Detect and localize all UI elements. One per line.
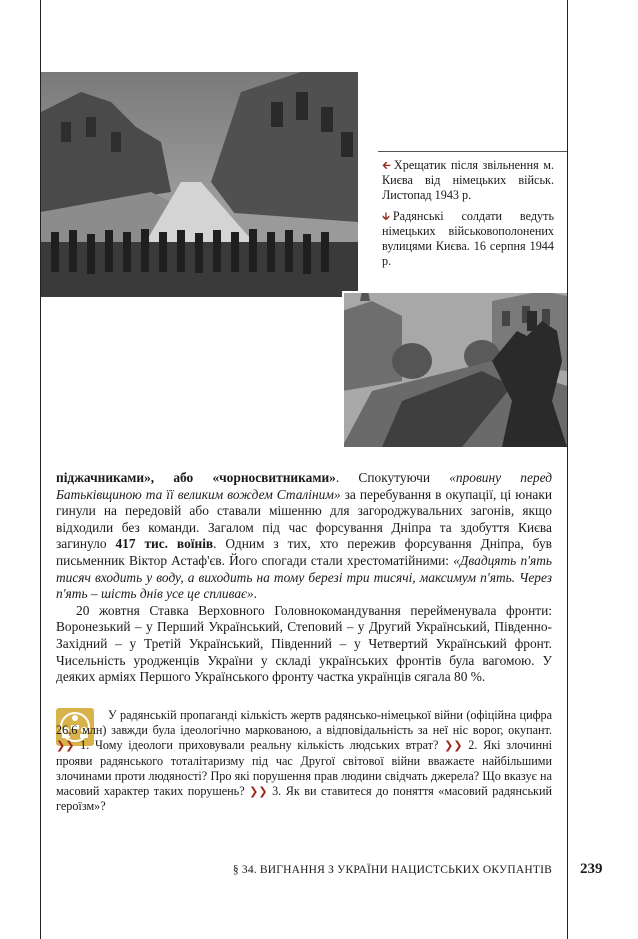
caption-divider: [378, 151, 567, 152]
paragraph-1: піджачниками», або «чорносвитниками». Спокутуючи «провину перед Батьківщиною та її великим вождем Сталіним» за перебування в окупації, ці юнаки гинули на передовій або ставали мішенню для загороджувальних загонів, якщо відходили без команди. Загалом під час форсування Дніпра та здобуття Києва загинуло 417 тис. воїнів. Одним з тих, хто пережив форсування Дніпра, був письменник Віктор Астаф'єв. Його спогади стали хрестоматійними: «Двадцять п'ять тисяч входить у воду, а виходить на тому березі три тисячі, максимум п'ять. Через п'ять – шість днів усе це спливає».: [56, 470, 553, 602]
paragraph-2: 20 жовтня Ставка Верховного Головнокомандування перейменувала фронти: Воронезький – у Перший Український, Степовий – у Другий Український, Південно-Західний – у Третій Український, Південний – у Четвертий Український фронт. Чисельність уродженців України у складі українських фронтів була вагомою. У деяких арміях Першого Українського фронту частка українців сягала 80 %.: [56, 602, 552, 685]
photo-pow-parade-kyiv: [342, 291, 567, 447]
question-marker-icon: ❯❯: [444, 739, 463, 753]
page-number: 239: [580, 861, 603, 877]
caption-item-2: 🡳 Радянські солдати ведуть німецьких військовополонених вулицями Києва. 16 серпня 1944 р.: [382, 209, 554, 268]
arrow-left-icon: 🡰: [382, 159, 391, 172]
task-block: [56, 708, 552, 814]
photo-khreshchatyk-ruins: [41, 72, 358, 297]
caption-item-1: 🡰 Хрещатик після звільнення м. Києва від німецьких військ. Листопад 1943 р.: [382, 158, 554, 202]
photo-captions: [382, 158, 554, 275]
page-margin-line-right: [567, 0, 568, 939]
main-body-text: [56, 470, 552, 686]
question-marker-icon: ❯❯: [249, 785, 268, 799]
task-text: У радянській пропаганді кількість жертв радянсько-німецької війни (офіційна цифра 26,6 млн) завжди була ідеологічно маркованою, а відповідальність за неї ніс ворог, окупант. ❯❯ 1. Чому ідеологи приховували реальну кількість людських втрат? ❯❯ 2. Які злочинні прояви радянського тоталітаризму під час Другої світової війни вважаєте найбільшими злочинами проти людяності? Про які порушення прав людини свідчать джерела? Що вказує на масовий характер таких порушень? ❯❯ 3. Як ви ставитеся до поняття «масовий радянський героїзм»?: [56, 708, 553, 814]
running-footer-title: § 34. ВИГНАННЯ З УКРАЇНИ НАЦИСТСЬКИХ ОКУПАНТІВ: [232, 864, 552, 876]
arrow-down-icon: 🡳: [382, 210, 390, 223]
question-marker-icon: ❯❯: [56, 739, 75, 753]
